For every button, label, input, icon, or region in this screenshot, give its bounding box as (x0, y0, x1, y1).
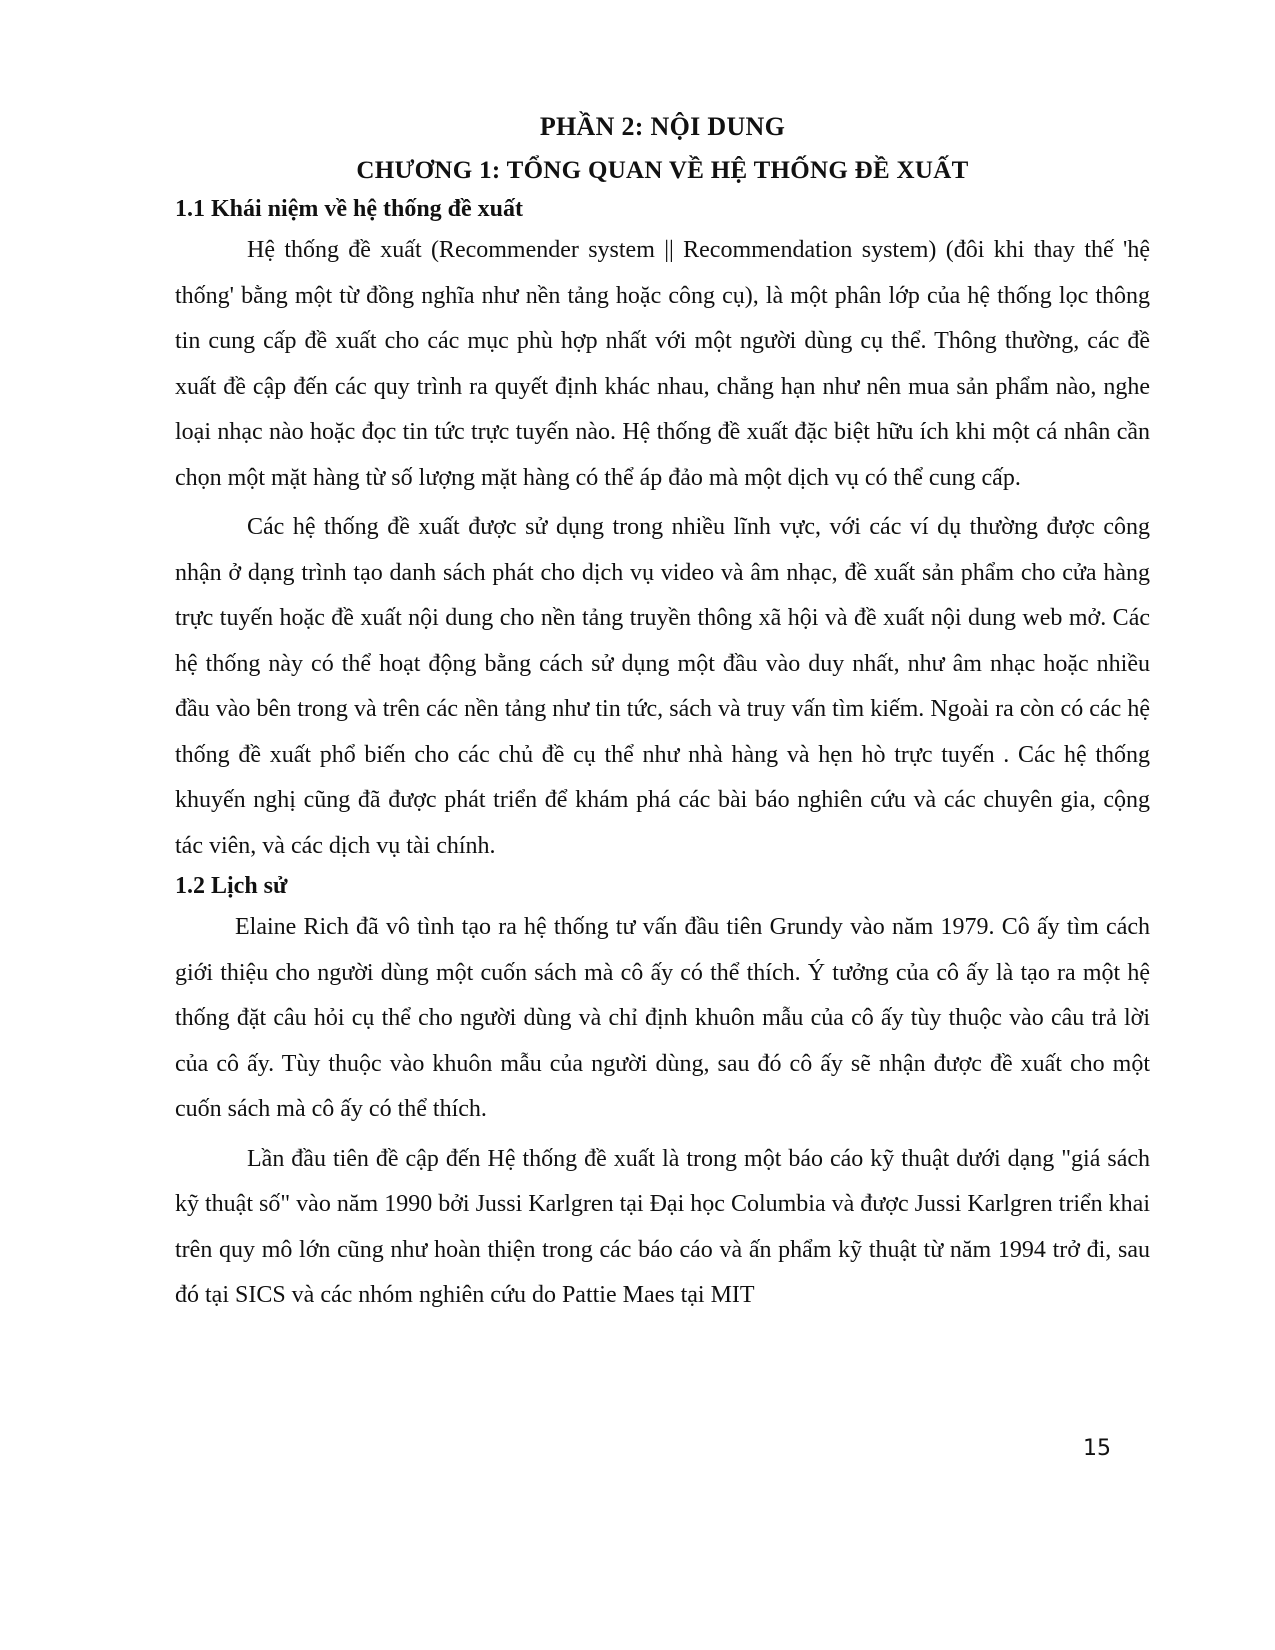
section-history (175, 871, 1150, 1319)
paragraph: Lần đầu tiên đề cập đến Hệ thống đề xuất là trong một báo cáo kỹ thuật dưới dạng "giá sách kỹ thuật số" vào năm 1990 bởi Jussi Karlgren tại Đại học Columbia và được Jussi Karlgren triển khai trên quy mô lớn cũng như hoàn thiện trong các báo cáo và ấn phẩm kỹ thuật từ năm 1994 trở đi, sau đó tại SICS và các nhóm nghiên cứu do Pattie Maes tại MIT (175, 1145, 1150, 1308)
chapter-title: CHƯƠNG 1: TỔNG QUAN VỀ HỆ THỐNG ĐỀ XUẤT (356, 157, 969, 184)
section-heading-concept: 1.1 Khái niệm về hệ thống đề xuất (175, 196, 524, 222)
paragraph: Elaine Rich đã vô tình tạo ra hệ thống tư vấn đầu tiên Grundy vào năm 1979. Cô ấy tìm cách giới thiệu cho người dùng một cuốn sách mà cô ấy có thể thích. Ý tưởng của cô ấy là tạo ra một hệ thống đặt câu hỏi cụ thể cho người dùng và chỉ định khuôn mẫu của cô ấy tùy thuộc vào câu trả lời của cô ấy. Tùy thuộc vào khuôn mẫu của người dùng, sau đó cô ấy sẽ nhận được đề xuất cho một cuốn sách mà cô ấy có thể thích. (175, 914, 1150, 1122)
part-title: PHẦN 2: NỘI DUNG (539, 112, 786, 141)
section-heading-history: 1.2 Lịch sử (175, 873, 288, 899)
section-concept (175, 194, 1150, 869)
paragraph: Các hệ thống đề xuất được sử dụng trong nhiều lĩnh vực, với các ví dụ thường được công nhận ở dạng trình tạo danh sách phát cho dịch vụ video và âm nhạc, đề xuất sản phẩm cho cửa hàng trực tuyến hoặc đề xuất nội dung cho nền tảng truyền thông xã hội và đề xuất nội dung web mở. Các hệ thống này có thể hoạt động bằng cách sử dụng một đầu vào duy nhất, như âm nhạc hoặc nhiều đầu vào bên trong và trên các nền tảng như tin tức, sách và truy vấn tìm kiếm. Ngoài ra còn có các hệ thống đề xuất phổ biến cho các chủ đề cụ thể như nhà hàng và hẹn hò trực tuyến . Các hệ thống khuyến nghị cũng đã được phát triển để khám phá các bài báo nghiên cứu và các chuyên gia, cộng tác viên, và các dịch vụ tài chính. (175, 514, 1150, 859)
page-number: 15 (1083, 1436, 1111, 1461)
page-content (175, 110, 1150, 1319)
paragraph: Hệ thống đề xuất (Recommender system || Recommendation system) (đôi khi thay thế 'hệ thống' bằng một từ đồng nghĩa như nền tảng hoặc công cụ), là một phân lớp của hệ thống lọc thông tin cung cấp đề xuất cho các mục phù hợp nhất với một người dùng cụ thể. Thông thường, các đề xuất đề cập đến các quy trình ra quyết định khác nhau, chẳng hạn như nên mua sản phẩm nào, nghe loại nhạc nào hoặc đọc tin tức trực tuyến nào. Hệ thống đề xuất đặc biệt hữu ích khi một cá nhân cần chọn một mặt hàng từ số lượng mặt hàng có thể áp đảo mà một dịch vụ có thể cung cấp. (175, 237, 1150, 491)
